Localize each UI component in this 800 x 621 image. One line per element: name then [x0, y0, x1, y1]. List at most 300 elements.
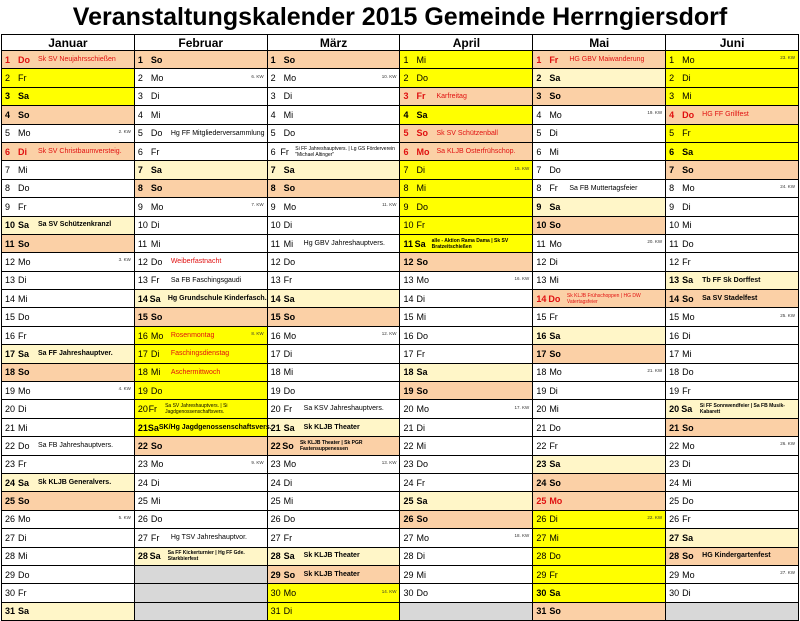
- day-number: 9: [137, 201, 143, 212]
- day-cell[interactable]: [533, 363, 666, 381]
- day-cell[interactable]: [2, 271, 135, 289]
- day-cell[interactable]: [134, 253, 267, 271]
- day-cell[interactable]: [134, 326, 267, 344]
- day-cell[interactable]: [134, 584, 267, 602]
- day-cell[interactable]: [2, 418, 135, 436]
- day-cell[interactable]: [267, 290, 400, 308]
- day-cell[interactable]: [267, 437, 400, 455]
- month-header-5: Juni: [666, 35, 799, 51]
- day-cell[interactable]: [134, 382, 267, 400]
- day-cell[interactable]: [400, 400, 533, 418]
- day-cell[interactable]: [666, 584, 799, 602]
- day-row: [2, 382, 799, 400]
- day-cell[interactable]: [267, 106, 400, 124]
- weekday: Di: [150, 91, 160, 102]
- weekday: Mo: [150, 330, 164, 341]
- day-cell[interactable]: [2, 253, 135, 271]
- day-cell-content: [268, 419, 400, 436]
- day-cell-content: [268, 290, 400, 307]
- day-cell[interactable]: [400, 290, 533, 308]
- day-cell[interactable]: [2, 529, 135, 547]
- day-cell-content: [268, 456, 400, 473]
- day-cell[interactable]: [533, 290, 666, 308]
- day-cell[interactable]: [666, 529, 799, 547]
- day-cell[interactable]: [666, 326, 799, 344]
- day-cell[interactable]: [400, 51, 533, 69]
- day-row: [2, 400, 799, 418]
- weekday: Do: [416, 459, 428, 470]
- day-number: 30: [536, 588, 547, 599]
- day-cell-content: [533, 106, 665, 123]
- event-text: Si FF Sonnwendfeier | Sa FB Musik-Kabarett: [699, 403, 785, 416]
- day-number: 27: [536, 532, 547, 543]
- day-cell[interactable]: [134, 345, 267, 363]
- day-cell[interactable]: [533, 437, 666, 455]
- day-cell-content: [135, 88, 267, 105]
- weekday: Di: [549, 385, 558, 396]
- day-cell[interactable]: [2, 400, 135, 418]
- day-cell[interactable]: [267, 161, 400, 179]
- month-header-4: Mai: [533, 35, 666, 51]
- day-number: 27: [137, 532, 148, 543]
- weekday: So: [283, 183, 296, 194]
- day-cell[interactable]: [267, 179, 400, 197]
- day-cell[interactable]: [400, 161, 533, 179]
- day-cell-content: [2, 456, 134, 473]
- day-cell[interactable]: [533, 418, 666, 436]
- day-cell-content: [268, 217, 400, 234]
- day-cell[interactable]: [666, 382, 799, 400]
- day-number: 7: [270, 165, 276, 176]
- day-cell[interactable]: [666, 492, 799, 510]
- day-number: 28: [536, 551, 547, 562]
- day-cell[interactable]: [666, 198, 799, 216]
- weekday: Do: [416, 201, 428, 212]
- day-cell[interactable]: [2, 473, 135, 491]
- day-cell[interactable]: [666, 234, 799, 252]
- day-number: 6: [5, 146, 11, 157]
- day-cell[interactable]: [533, 510, 666, 528]
- day-cell-content: [400, 143, 532, 160]
- weekday: Do: [416, 588, 428, 599]
- day-cell[interactable]: [533, 326, 666, 344]
- weekday: Mi: [150, 109, 161, 120]
- day-cell[interactable]: [400, 584, 533, 602]
- day-cell[interactable]: [666, 473, 799, 491]
- day-number: 1: [137, 54, 143, 65]
- event-text: HG GBV Maiwanderung: [569, 55, 645, 63]
- day-cell[interactable]: [2, 492, 135, 510]
- day-number: 15: [536, 312, 547, 323]
- day-cell[interactable]: [666, 179, 799, 197]
- day-cell[interactable]: [2, 455, 135, 473]
- day-cell[interactable]: [2, 584, 135, 602]
- day-cell[interactable]: [134, 142, 267, 160]
- week-number: 11. KW: [382, 202, 397, 208]
- day-cell[interactable]: [134, 69, 267, 87]
- day-cell[interactable]: [400, 437, 533, 455]
- day-cell[interactable]: [666, 308, 799, 326]
- day-cell[interactable]: [400, 565, 533, 583]
- week-number: 23. KW: [780, 55, 795, 61]
- day-cell[interactable]: [533, 492, 666, 510]
- day-cell[interactable]: [666, 363, 799, 381]
- day-cell[interactable]: [533, 308, 666, 326]
- day-cell[interactable]: [267, 51, 400, 69]
- day-cell[interactable]: [267, 198, 400, 216]
- day-number: 26: [137, 514, 148, 525]
- day-number: 19: [270, 385, 281, 396]
- day-cell[interactable]: [134, 473, 267, 491]
- day-cell[interactable]: [533, 400, 666, 418]
- day-number: 26: [669, 514, 680, 525]
- day-number: 5: [270, 128, 276, 139]
- day-cell-content: [533, 364, 665, 381]
- day-cell[interactable]: [2, 510, 135, 528]
- day-number: 14: [5, 293, 16, 304]
- event-text: Si FF Jahreshauptvers. | Lg GS Förderverein "Michael Altinger": [295, 145, 395, 158]
- day-cell[interactable]: [533, 106, 666, 124]
- event-text: SK/Hg Jagdgenossenschaftsvers.: [158, 423, 272, 431]
- day-cell[interactable]: [267, 382, 400, 400]
- day-cell[interactable]: [267, 547, 400, 565]
- day-cell[interactable]: [267, 124, 400, 142]
- event-text: Hg Grundschule Kinderfasch.: [167, 295, 267, 303]
- day-cell[interactable]: [666, 216, 799, 234]
- day-cell[interactable]: [666, 106, 799, 124]
- event-text: Sa SV Schützenkranzl: [38, 221, 112, 229]
- day-cell-content: [533, 382, 665, 399]
- day-cell[interactable]: [134, 602, 267, 620]
- day-cell[interactable]: [2, 602, 135, 620]
- day-row: [2, 216, 799, 234]
- day-cell[interactable]: [533, 161, 666, 179]
- day-cell-content: [666, 437, 798, 454]
- day-cell[interactable]: [400, 529, 533, 547]
- weekday: Fr: [283, 275, 293, 286]
- day-cell[interactable]: [400, 142, 533, 160]
- day-cell[interactable]: [2, 106, 135, 124]
- weekday: Do: [549, 551, 561, 562]
- day-cell[interactable]: [2, 51, 135, 69]
- day-cell[interactable]: [2, 198, 135, 216]
- day-cell[interactable]: [267, 602, 400, 620]
- day-cell-content: [666, 456, 798, 473]
- weekday: Sa: [416, 109, 428, 120]
- day-cell[interactable]: [666, 565, 799, 583]
- day-cell-content: [400, 125, 532, 142]
- day-cell[interactable]: [400, 492, 533, 510]
- day-cell[interactable]: [533, 382, 666, 400]
- day-cell-content: [2, 272, 134, 289]
- day-cell[interactable]: [2, 437, 135, 455]
- day-cell[interactable]: [267, 234, 400, 252]
- day-cell[interactable]: [134, 198, 267, 216]
- day-cell[interactable]: [666, 124, 799, 142]
- day-cell[interactable]: [134, 271, 267, 289]
- day-cell-content: [533, 162, 665, 179]
- weekday: Do: [150, 514, 163, 525]
- day-cell[interactable]: [2, 363, 135, 381]
- day-cell-content: [268, 474, 400, 491]
- day-cell[interactable]: [267, 418, 400, 436]
- week-number: 22. KW: [647, 514, 663, 520]
- day-cell[interactable]: [267, 455, 400, 473]
- day-cell[interactable]: [400, 363, 533, 381]
- day-cell[interactable]: [400, 326, 533, 344]
- day-cell-content: [135, 401, 267, 418]
- day-cell[interactable]: [2, 142, 135, 160]
- week-number: 2. KW: [118, 128, 131, 134]
- day-cell[interactable]: [134, 492, 267, 510]
- day-cell[interactable]: [134, 510, 267, 528]
- day-number: 23: [137, 459, 148, 470]
- day-cell[interactable]: [2, 87, 135, 105]
- weekday: So: [18, 109, 30, 120]
- weekday: Mo: [416, 146, 430, 157]
- day-cell[interactable]: [666, 547, 799, 565]
- day-cell[interactable]: [533, 271, 666, 289]
- weekday: Mo: [682, 569, 695, 580]
- day-number: 2: [536, 73, 542, 84]
- day-cell[interactable]: [267, 584, 400, 602]
- day-cell[interactable]: [666, 510, 799, 528]
- day-cell-content: [135, 290, 267, 307]
- day-cell[interactable]: [2, 216, 135, 234]
- weekday: So: [682, 293, 694, 304]
- day-cell[interactable]: [400, 198, 533, 216]
- day-cell[interactable]: [533, 216, 666, 234]
- day-number: 6: [137, 146, 143, 157]
- weekday: So: [416, 514, 428, 525]
- day-number: 14: [403, 293, 414, 304]
- weekday: So: [283, 312, 296, 323]
- day-cell[interactable]: [400, 455, 533, 473]
- day-cell[interactable]: [666, 161, 799, 179]
- day-cell-content: [400, 585, 532, 602]
- day-cell[interactable]: [533, 565, 666, 583]
- day-cell[interactable]: [400, 271, 533, 289]
- day-cell-content: [666, 51, 798, 68]
- day-cell[interactable]: [267, 69, 400, 87]
- day-cell[interactable]: [400, 382, 533, 400]
- day-number: 22: [403, 440, 414, 451]
- day-cell[interactable]: [533, 234, 666, 252]
- day-cell-content: [135, 272, 267, 289]
- weekday: Mi: [150, 238, 161, 249]
- day-cell[interactable]: [400, 69, 533, 87]
- day-cell[interactable]: [134, 161, 267, 179]
- day-cell[interactable]: [400, 418, 533, 436]
- day-number: 16: [270, 330, 281, 341]
- day-cell[interactable]: [533, 529, 666, 547]
- day-cell[interactable]: [267, 400, 400, 418]
- weekday: Sa: [416, 496, 428, 507]
- day-cell[interactable]: [267, 363, 400, 381]
- day-cell[interactable]: [400, 345, 533, 363]
- day-cell[interactable]: [2, 69, 135, 87]
- day-cell[interactable]: [666, 418, 799, 436]
- day-cell[interactable]: [267, 87, 400, 105]
- day-cell[interactable]: [666, 455, 799, 473]
- event-text: Sk SV Schützenball: [436, 129, 498, 137]
- event-text: Karfreitag: [436, 92, 467, 100]
- day-cell-content: [666, 511, 798, 528]
- day-cell[interactable]: [533, 198, 666, 216]
- day-cell-content: [2, 585, 134, 602]
- day-cell[interactable]: [533, 142, 666, 160]
- day-cell[interactable]: [533, 455, 666, 473]
- day-cell[interactable]: [400, 473, 533, 491]
- day-cell[interactable]: [533, 69, 666, 87]
- day-cell[interactable]: [666, 142, 799, 160]
- day-number: 26: [403, 514, 414, 525]
- weekday: Mo: [150, 459, 164, 470]
- day-cell[interactable]: [267, 308, 400, 326]
- weekday: Do: [18, 569, 30, 580]
- day-cell[interactable]: [2, 290, 135, 308]
- day-cell-content: [666, 309, 798, 326]
- day-cell[interactable]: [666, 69, 799, 87]
- weekday: Mi: [416, 569, 426, 580]
- day-cell[interactable]: [267, 510, 400, 528]
- day-cell[interactable]: [666, 290, 799, 308]
- day-cell-content: [400, 456, 532, 473]
- day-cell[interactable]: [666, 345, 799, 363]
- day-cell[interactable]: [400, 253, 533, 271]
- day-cell[interactable]: [134, 418, 272, 436]
- day-cell[interactable]: [2, 161, 135, 179]
- day-cell[interactable]: [666, 87, 799, 105]
- weekday: Do: [682, 238, 694, 249]
- day-cell[interactable]: [400, 124, 533, 142]
- day-cell[interactable]: [134, 363, 267, 381]
- day-cell-content: [135, 548, 267, 565]
- day-cell[interactable]: [533, 584, 666, 602]
- weekday: Di: [150, 348, 160, 359]
- day-cell[interactable]: [134, 400, 267, 418]
- day-cell[interactable]: [533, 253, 666, 271]
- day-number: 30: [669, 588, 680, 599]
- day-cell[interactable]: [2, 547, 135, 565]
- day-cell[interactable]: [134, 87, 267, 105]
- day-number: 29: [536, 569, 547, 580]
- day-number: 21: [137, 422, 148, 433]
- day-number: 9: [403, 201, 409, 212]
- day-cell[interactable]: [134, 290, 267, 308]
- day-cell[interactable]: [2, 565, 135, 583]
- day-cell[interactable]: [400, 234, 533, 252]
- day-cell[interactable]: [400, 216, 533, 234]
- event-text: Sk SV Christbaumversteig.: [38, 147, 122, 155]
- day-cell[interactable]: [666, 437, 799, 455]
- day-cell[interactable]: [533, 179, 666, 197]
- day-row: [2, 529, 799, 547]
- day-cell[interactable]: [666, 271, 799, 289]
- day-cell-content: [400, 401, 532, 418]
- day-cell-content: [2, 253, 134, 270]
- day-cell[interactable]: [267, 142, 400, 160]
- day-cell[interactable]: [400, 602, 533, 620]
- day-cell[interactable]: [134, 106, 267, 124]
- day-cell[interactable]: [2, 234, 135, 252]
- day-cell[interactable]: [267, 326, 400, 344]
- day-cell[interactable]: [400, 308, 533, 326]
- day-cell[interactable]: [2, 124, 135, 142]
- day-cell[interactable]: [267, 529, 400, 547]
- calendar-body: [2, 51, 799, 621]
- day-cell[interactable]: [533, 124, 666, 142]
- day-cell[interactable]: [267, 216, 400, 234]
- day-cell[interactable]: [666, 253, 799, 271]
- weekday: Di: [682, 201, 691, 212]
- weekday: Fr: [682, 385, 691, 396]
- day-cell[interactable]: [134, 216, 267, 234]
- day-cell[interactable]: [533, 51, 666, 69]
- day-cell[interactable]: [400, 179, 533, 197]
- day-cell[interactable]: [134, 529, 267, 547]
- day-number: 26: [270, 514, 281, 525]
- day-cell[interactable]: [2, 382, 135, 400]
- day-cell[interactable]: [267, 253, 400, 271]
- day-cell[interactable]: [267, 345, 400, 363]
- day-cell[interactable]: [666, 51, 799, 69]
- day-cell[interactable]: [134, 308, 267, 326]
- day-number: 28: [403, 551, 414, 562]
- day-cell-content: [135, 364, 267, 381]
- day-cell[interactable]: [2, 326, 135, 344]
- weekday: Do: [150, 256, 163, 267]
- day-number: 24: [5, 477, 16, 488]
- day-cell[interactable]: [134, 547, 267, 565]
- day-cell[interactable]: [267, 473, 400, 491]
- day-cell[interactable]: [666, 602, 799, 620]
- day-number: 18: [5, 367, 16, 378]
- day-cell[interactable]: [2, 345, 135, 363]
- day-cell[interactable]: [2, 308, 135, 326]
- weekday: Mi: [682, 91, 692, 102]
- day-cell[interactable]: [400, 106, 533, 124]
- day-cell-content: [666, 566, 798, 583]
- day-cell[interactable]: [134, 565, 267, 583]
- day-cell[interactable]: [134, 234, 267, 252]
- day-cell[interactable]: [134, 124, 267, 142]
- day-cell[interactable]: [2, 179, 135, 197]
- weekday: Fr: [549, 312, 558, 323]
- day-cell-content: [268, 88, 400, 105]
- day-cell[interactable]: [134, 437, 267, 455]
- day-cell[interactable]: [533, 547, 666, 565]
- day-cell[interactable]: [267, 492, 400, 510]
- day-cell[interactable]: [400, 547, 533, 565]
- day-cell[interactable]: [533, 345, 666, 363]
- weekday: Mi: [549, 146, 559, 157]
- day-cell[interactable]: [134, 179, 267, 197]
- day-cell[interactable]: [533, 602, 666, 620]
- day-cell[interactable]: [533, 87, 666, 105]
- day-cell[interactable]: [134, 51, 267, 69]
- weekday: Fr: [150, 532, 160, 543]
- day-cell[interactable]: [400, 510, 533, 528]
- day-cell[interactable]: [267, 271, 400, 289]
- day-cell[interactable]: [533, 473, 666, 491]
- day-cell[interactable]: [134, 455, 267, 473]
- day-number: 5: [403, 128, 409, 139]
- day-cell[interactable]: [666, 400, 799, 418]
- week-number: 16. KW: [514, 275, 530, 281]
- day-cell[interactable]: [400, 87, 533, 105]
- day-cell[interactable]: [267, 565, 400, 583]
